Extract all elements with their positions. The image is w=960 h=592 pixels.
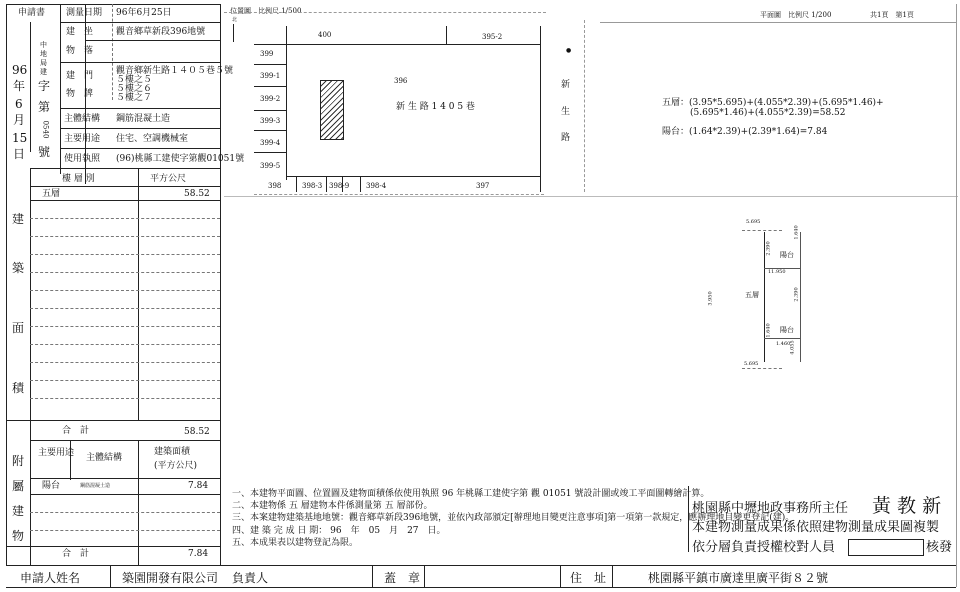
- dim-label: 1.640: [765, 323, 772, 338]
- lot-398-9: 398-9: [329, 182, 350, 190]
- license-value: (96)桃縣工建使字第觀01051號: [116, 154, 245, 164]
- road-name: 新 生 路 1 4 0 5 巷: [396, 102, 475, 112]
- formula-balcony: 陽台：(1.64*2.39)+(2.39*1.64)=7.84: [662, 127, 828, 137]
- balcony-label: 陽台: [42, 481, 61, 491]
- building-area-char: 築: [12, 261, 25, 275]
- structure-label: 主體結構: [64, 114, 101, 124]
- address-label: 住 址: [570, 571, 607, 585]
- note-line: 四、建 築 完 成 日 期： 96 年 05 月 27 日。: [232, 526, 446, 536]
- seal-label: 蓋 章: [384, 571, 421, 585]
- date-char: 月: [13, 113, 26, 127]
- area-header: 平方公尺: [150, 174, 187, 184]
- dim-label: 5.695: [744, 361, 759, 367]
- dim-label: 3.950: [707, 291, 714, 306]
- dim-label: 1.460: [776, 341, 791, 347]
- stamp-seal: 核發: [926, 540, 953, 555]
- house-label: 物 牌: [66, 89, 94, 99]
- attached-main-use: 主要用途: [38, 448, 75, 458]
- road-side-char: 新: [561, 80, 571, 90]
- room-balcony-bottom: 陽台: [780, 326, 794, 334]
- subtotal-label: 合 計: [62, 426, 90, 436]
- date-char: 年: [13, 79, 26, 93]
- lot-399-3: 399-3: [260, 117, 281, 125]
- balcony-value: 7.84: [188, 481, 209, 491]
- land-number-char: 中: [40, 41, 47, 49]
- date-char: 6: [15, 97, 23, 111]
- door-plate-line: ５樓之６: [116, 84, 153, 94]
- lot-399-5: 399-5: [260, 162, 281, 170]
- license-label: 使用執照: [64, 154, 101, 164]
- page-number: 共1頁 第1頁: [870, 11, 914, 19]
- dim-label: 2.390: [765, 241, 772, 256]
- lot-395-2: 395-2: [482, 33, 503, 41]
- attached-char: 附: [12, 454, 25, 468]
- applicant-label: 申請書: [18, 8, 46, 18]
- floor-row-floor: 五層: [42, 189, 61, 199]
- floor-row-area: 58.52: [184, 189, 210, 199]
- lot-398: 398: [268, 182, 282, 190]
- north-arrow: 北: [232, 17, 238, 23]
- lot-400: 400: [318, 31, 332, 39]
- balcony-structure: 鋼筋混凝土造: [80, 483, 111, 489]
- land-number-char: 局: [40, 59, 47, 67]
- doc-no-char: 第: [38, 100, 51, 114]
- date-char: 日: [13, 147, 26, 161]
- door-plate-line: ５樓之５: [116, 75, 153, 85]
- building-area-char: 積: [12, 381, 25, 395]
- attached-area-label: 建築面積: [154, 447, 191, 457]
- dim-label: 4.055: [789, 340, 796, 355]
- attached-char: 物: [12, 529, 25, 543]
- formula-floor-2: (5.695*1.46)+(4.055*2.39)=58.52: [690, 108, 846, 118]
- lot-396: 396: [394, 77, 408, 85]
- dim-label: 2.390: [793, 287, 800, 302]
- building-area-char: 建: [12, 212, 25, 226]
- location-label: 建 坐: [66, 27, 94, 37]
- stamp-office: 桃園縣中壢地政事務所主任: [692, 501, 849, 516]
- dim-label: 5.695: [746, 219, 761, 225]
- date-char: 15: [12, 131, 28, 145]
- attached-area-unit: (平方公尺): [154, 461, 198, 471]
- responsible-label: 負責人: [232, 571, 269, 585]
- lot-399: 399: [260, 50, 274, 58]
- stamp-line3: 依分層負責授權校對人員: [692, 540, 836, 555]
- stamp-line2: 本建物測量成果係依照建物測量成果圖複製: [692, 520, 940, 535]
- signature-box: [848, 539, 924, 556]
- survey-date: 96年6月25日: [116, 8, 172, 18]
- applicant-name-label: 申請人姓名: [20, 571, 81, 585]
- total-value: 7.84: [188, 549, 209, 559]
- dim-label: 11.950: [768, 269, 786, 275]
- attached-structure: 主體結構: [86, 453, 123, 463]
- note-line: 二、本建物係 五 層建物本件係測量第 五 層部份。: [232, 501, 433, 511]
- usage-value: 住宅、空調機械室: [116, 134, 189, 144]
- site-marker: ●: [566, 47, 572, 54]
- floor-plan-label: 平面圖 比例尺 1/200: [760, 11, 832, 19]
- lot-397: 397: [476, 182, 490, 190]
- item-label: 物 落: [66, 46, 94, 56]
- doc-no-char: 號: [38, 145, 51, 159]
- lot-398-4: 398-4: [366, 182, 387, 190]
- lot-398-3: 398-3: [302, 182, 323, 190]
- land-number-char: 建: [40, 68, 47, 76]
- room-balcony-top: 陽台: [780, 251, 794, 259]
- room-floor: 五層: [745, 291, 759, 299]
- lot-399-4: 399-4: [260, 139, 281, 147]
- attached-char: 屬: [12, 479, 25, 493]
- building-area-char: 面: [12, 321, 25, 335]
- floor-header: 樓 層 別: [62, 174, 95, 184]
- door-plate-line: 觀音鄉新生路１４０５巷５號: [116, 66, 234, 76]
- road-side-char: 路: [561, 133, 571, 143]
- location-value: 觀音鄉草新段396地號: [116, 27, 206, 37]
- lot-399-2: 399-2: [260, 95, 281, 103]
- road-side-char: 生: [561, 107, 571, 117]
- applicant-name: 築園開發有限公司: [122, 571, 219, 585]
- date-char: 96: [12, 63, 28, 77]
- usage-label: 主要用途: [64, 134, 101, 144]
- door-label: 建 門: [66, 71, 94, 81]
- dim-label: 1.640: [793, 225, 800, 240]
- lot-399-1: 399-1: [260, 72, 281, 80]
- note-line: 五、本成果表以建物登記為限。: [232, 538, 359, 548]
- stamp-director: 黃 教 新: [872, 495, 942, 517]
- address-value: 桃園縣平鎮市廣達里廣平街８２號: [648, 571, 829, 585]
- site-plan-label: 位置圖 比例尺 1/500: [230, 7, 302, 15]
- total-label: 合 計: [62, 549, 90, 559]
- land-number-char: 地: [40, 50, 47, 58]
- formula-floor: 五層：(3.95*5.695)+(4.055*2.39)+(5.695*1.46)+: [662, 98, 884, 108]
- survey-date-label: 測量日期: [66, 8, 103, 18]
- building-footprint: [320, 80, 344, 140]
- land-number-char: 字: [38, 79, 51, 93]
- subtotal-value: 58.52: [184, 427, 210, 437]
- doc-no-vertical: 0540: [41, 120, 50, 139]
- attached-char: 建: [12, 504, 25, 518]
- structure-value: 鋼筋混凝土造: [116, 114, 171, 124]
- door-plate-line: ５樓之７: [116, 93, 153, 103]
- note-line: 三、本案建物建築基地地號：觀音鄉草新段396地號，並依內政部頒定[辦理地目變更注意事項]第一項第一款規定，應辦理地目變更登記(建)。: [232, 513, 795, 523]
- note-line: 一、本建物平面圖、位置圖及建物面積係依使用執照 96 年桃縣工建使字第 觀 01051 號設計圖或竣工平面圖轉繪計算。: [232, 489, 710, 499]
